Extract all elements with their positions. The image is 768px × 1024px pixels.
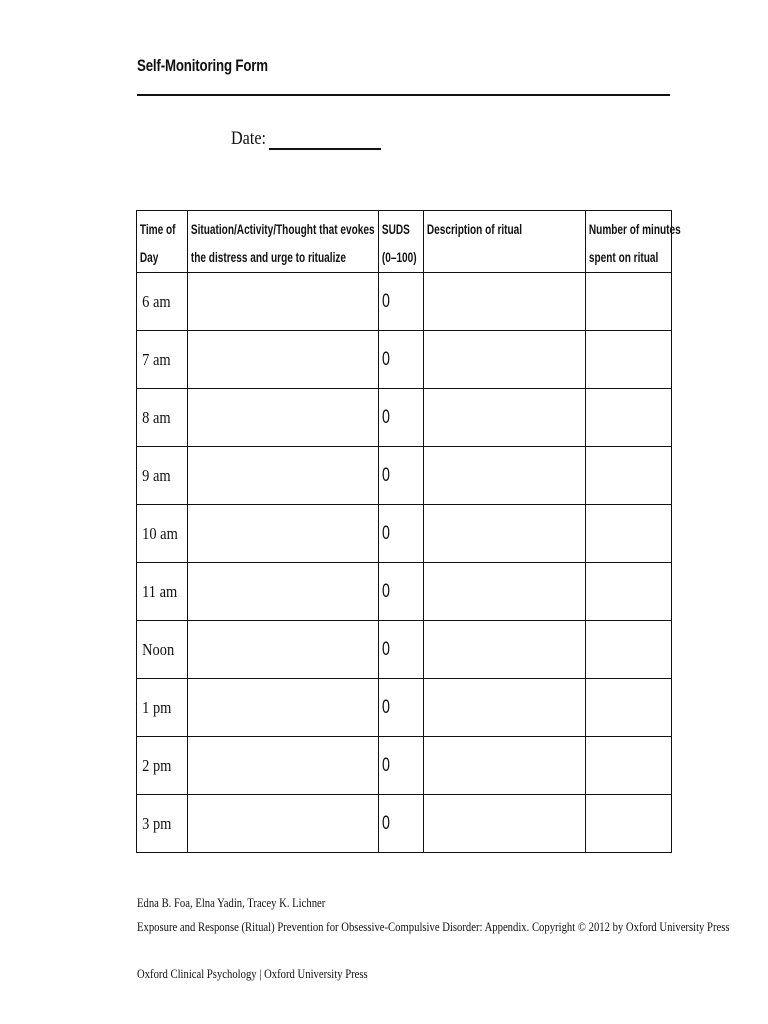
ritual-description-cell[interactable] — [424, 331, 586, 389]
time-cell — [137, 621, 188, 679]
minutes-cell[interactable] — [586, 737, 672, 795]
time-label: 10 am — [142, 523, 178, 543]
self-monitoring-table — [136, 210, 681, 853]
ritual-description-cell[interactable] — [424, 795, 586, 853]
situation-cell[interactable] — [188, 331, 379, 389]
time-label: Noon — [142, 639, 175, 659]
time-label: 11 am — [142, 581, 178, 601]
suds-value: 0 — [382, 290, 390, 312]
ritual-description-cell[interactable] — [424, 737, 586, 795]
situation-cell[interactable] — [188, 679, 379, 737]
ritual-description-cell[interactable] — [424, 273, 586, 331]
time-cell — [137, 795, 188, 853]
time-cell — [137, 737, 188, 795]
suds-cell[interactable] — [379, 679, 424, 737]
minutes-cell[interactable] — [586, 447, 672, 505]
time-label: 3 pm — [142, 813, 172, 833]
table-row — [137, 273, 672, 331]
suds-value: 0 — [382, 638, 390, 660]
suds-value: 0 — [382, 812, 390, 834]
suds-cell[interactable] — [379, 273, 424, 331]
suds-value: 0 — [382, 406, 390, 428]
suds-cell[interactable] — [379, 563, 424, 621]
table-row — [137, 447, 672, 505]
suds-value: 0 — [382, 522, 390, 544]
header-ritual-description: Description of ritual — [424, 211, 586, 273]
time-cell — [137, 505, 188, 563]
footer-citation: Exposure and Response (Ritual) Prevention for Obsessive-Compulsive Disorder: Appendix. Copyright © 2012 by Oxford University Press — [137, 919, 730, 934]
situation-cell[interactable] — [188, 563, 379, 621]
minutes-cell[interactable] — [586, 273, 672, 331]
time-cell — [137, 389, 188, 447]
suds-value: 0 — [382, 580, 390, 602]
time-cell — [137, 563, 188, 621]
table-header-row — [137, 211, 672, 273]
situation-cell[interactable] — [188, 447, 379, 505]
situation-cell[interactable] — [188, 795, 379, 853]
suds-cell[interactable] — [379, 737, 424, 795]
time-label: 2 pm — [142, 755, 172, 775]
minutes-cell[interactable] — [586, 679, 672, 737]
situation-cell[interactable] — [188, 621, 379, 679]
situation-cell[interactable] — [188, 389, 379, 447]
footer-authors: Edna B. Foa, Elna Yadin, Tracey K. Lichner — [137, 895, 326, 910]
suds-cell[interactable] — [379, 389, 424, 447]
footer-publisher: Oxford Clinical Psychology | Oxford University Press — [137, 966, 368, 981]
header-suds: SUDS (0–100) — [379, 211, 424, 273]
table-row — [137, 621, 672, 679]
suds-cell[interactable] — [379, 621, 424, 679]
table-row — [137, 505, 672, 563]
situation-cell[interactable] — [188, 737, 379, 795]
header-situation: Situation/Activity/Thought that evokes the distress and urge to ritualize — [188, 211, 379, 273]
ritual-description-cell[interactable] — [424, 563, 586, 621]
time-cell — [137, 273, 188, 331]
ritual-description-cell[interactable] — [424, 679, 586, 737]
time-label: 8 am — [142, 407, 171, 427]
minutes-cell[interactable] — [586, 621, 672, 679]
ritual-description-cell[interactable] — [424, 447, 586, 505]
table-row — [137, 737, 672, 795]
suds-value: 0 — [382, 348, 390, 370]
ritual-description-cell[interactable] — [424, 389, 586, 447]
time-label: 6 am — [142, 291, 171, 311]
ritual-description-cell[interactable] — [424, 621, 586, 679]
time-cell — [137, 679, 188, 737]
date-input-line[interactable] — [269, 130, 381, 150]
header-minutes-on-ritual: Number of minutes spent on ritual — [586, 211, 672, 273]
time-label: 1 pm — [142, 697, 172, 717]
ritual-description-cell[interactable] — [424, 505, 586, 563]
title-divider — [137, 94, 670, 96]
header-time-of-day: Time of Day — [137, 211, 188, 273]
suds-value: 0 — [382, 696, 390, 718]
suds-value: 0 — [382, 754, 390, 776]
time-label: 7 am — [142, 349, 171, 369]
time-cell — [137, 331, 188, 389]
suds-cell[interactable] — [379, 505, 424, 563]
table-row — [137, 563, 672, 621]
date-field-group — [231, 128, 381, 150]
suds-value: 0 — [382, 464, 390, 486]
minutes-cell[interactable] — [586, 505, 672, 563]
table-row — [137, 389, 672, 447]
situation-cell[interactable] — [188, 505, 379, 563]
table-row — [137, 331, 672, 389]
minutes-cell[interactable] — [586, 563, 672, 621]
page-title: Self-Monitoring Form — [137, 56, 268, 75]
date-label: Date: — [231, 128, 266, 149]
minutes-cell[interactable] — [586, 389, 672, 447]
suds-cell[interactable] — [379, 331, 424, 389]
time-label: 9 am — [142, 465, 171, 485]
situation-cell[interactable] — [188, 273, 379, 331]
time-cell — [137, 447, 188, 505]
suds-cell[interactable] — [379, 795, 424, 853]
table-row — [137, 795, 672, 853]
minutes-cell[interactable] — [586, 795, 672, 853]
minutes-cell[interactable] — [586, 331, 672, 389]
table-row — [137, 679, 672, 737]
suds-cell[interactable] — [379, 447, 424, 505]
